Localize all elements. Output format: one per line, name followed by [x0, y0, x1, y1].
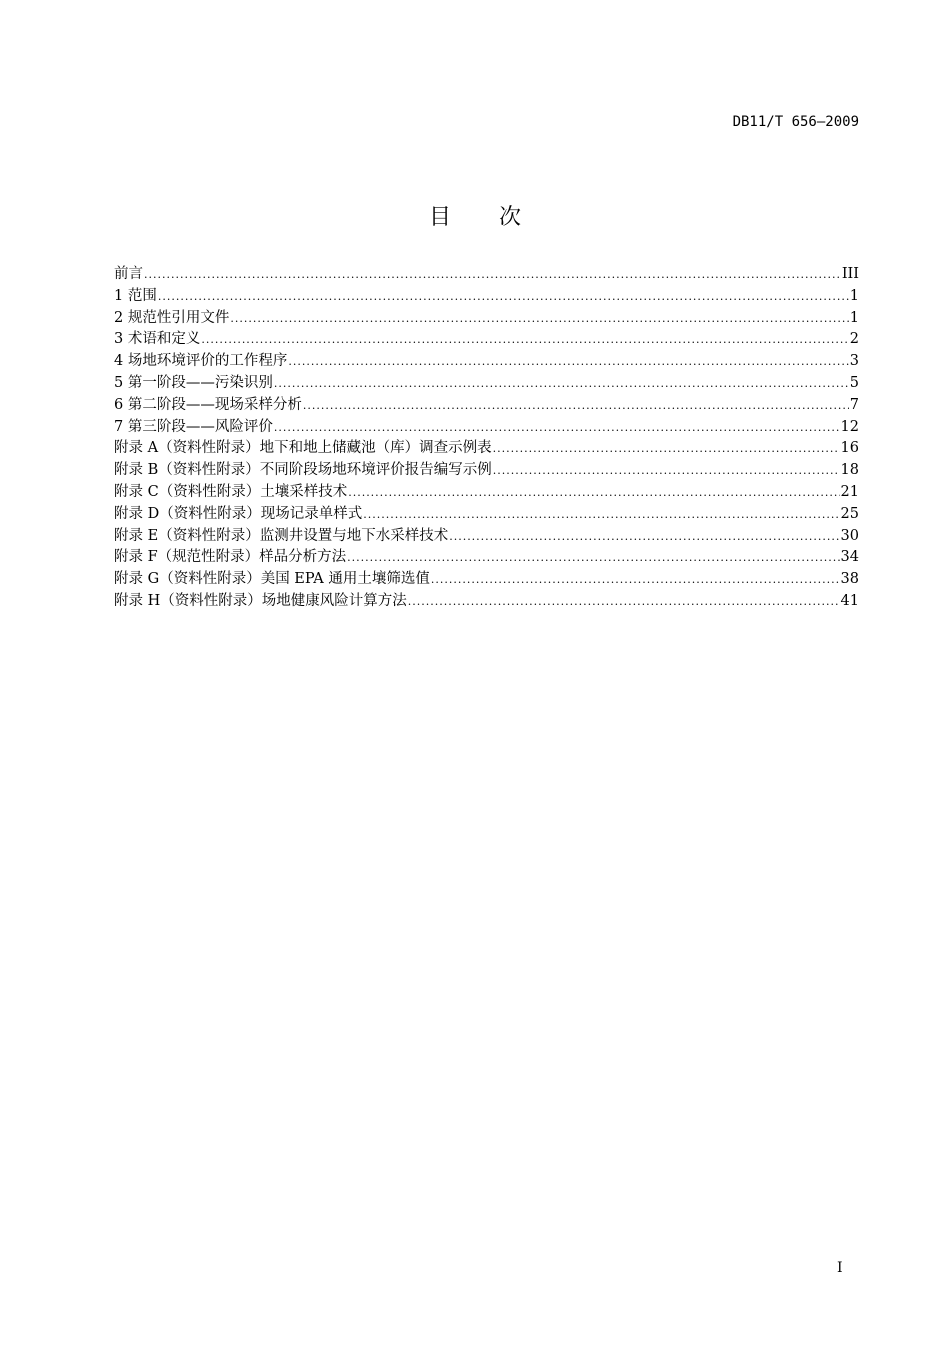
toc-entry[interactable]	[114, 569, 859, 591]
toc-entry-label: 6 第二阶段——现场采样分析	[114, 396, 302, 413]
toc-dot-leader	[408, 591, 840, 613]
toc-dot-leader	[158, 286, 849, 308]
table-of-contents	[114, 264, 859, 613]
toc-entry-label: 附录 A（资料性附录）地下和地上储藏池（库）调查示例表	[114, 440, 492, 457]
toc-entry-label: 前言	[114, 266, 143, 282]
toc-dot-leader	[347, 547, 839, 569]
toc-entry[interactable]	[114, 504, 859, 526]
toc-entry-page: 38	[840, 571, 859, 588]
toc-entry-label: 2 规范性引用文件	[114, 309, 230, 326]
toc-entry-page: 16	[840, 440, 859, 457]
toc-entry-label: 附录 E（资料性附录）监测井设置与地下水采样技术	[114, 527, 449, 544]
toc-entry-page: 30	[840, 527, 859, 544]
toc-entry[interactable]	[114, 547, 859, 569]
toc-entry-label: 附录 F（规范性附录）样品分析方法	[114, 549, 347, 566]
toc-dot-leader	[230, 308, 848, 330]
toc-dot-leader	[274, 373, 849, 395]
toc-entry-page: 7	[849, 396, 859, 413]
toc-entry-label: 3 术语和定义	[114, 331, 201, 348]
toc-entry-page: 34	[840, 549, 859, 566]
toc-dot-leader	[274, 417, 840, 439]
toc-entry-page: 12	[840, 418, 859, 435]
toc-entry-page: 25	[840, 505, 859, 522]
toc-entry[interactable]	[114, 308, 859, 330]
toc-entry-page: 1	[849, 309, 859, 326]
toc-dot-leader	[201, 329, 848, 351]
page-title-char-2: 次	[499, 205, 522, 230]
toc-entry[interactable]	[114, 526, 859, 548]
toc-dot-leader	[493, 460, 840, 482]
toc-dot-leader	[431, 569, 840, 591]
toc-entry[interactable]	[114, 286, 859, 308]
toc-entry[interactable]	[114, 373, 859, 395]
toc-entry-label: 附录 D（资料性附录）现场记录单样式	[114, 505, 363, 522]
toc-entry-label: 1 范围	[114, 287, 157, 304]
toc-entry[interactable]	[114, 460, 859, 482]
toc-entry-page: III	[841, 266, 859, 282]
toc-dot-leader	[449, 526, 839, 548]
page-title	[0, 200, 950, 231]
toc-dot-leader	[288, 351, 848, 373]
toc-entry-page: 3	[849, 353, 859, 370]
toc-dot-leader	[493, 438, 840, 460]
toc-dot-leader	[363, 504, 839, 526]
toc-entry[interactable]	[114, 417, 859, 439]
toc-entry-page: 18	[840, 462, 859, 479]
toc-entry-page: 5	[849, 374, 859, 391]
toc-dot-leader	[348, 482, 839, 504]
toc-entry-label: 附录 B（资料性附录）不同阶段场地环境评价报告编写示例	[114, 462, 492, 479]
page-title-char-1: 目	[428, 205, 451, 230]
toc-entry[interactable]	[114, 351, 859, 373]
toc-entry[interactable]	[114, 482, 859, 504]
toc-entry[interactable]	[114, 329, 859, 351]
toc-entry-page: 41	[840, 592, 859, 609]
page-number: I	[837, 1260, 843, 1276]
toc-entry[interactable]	[114, 591, 859, 613]
toc-entry[interactable]	[114, 438, 859, 460]
toc-entry-page: 21	[840, 483, 859, 500]
toc-dot-leader	[144, 264, 841, 286]
toc-entry-page: 1	[849, 287, 859, 304]
toc-entry-label: 7 第三阶段——风险评价	[114, 418, 273, 435]
toc-entry[interactable]	[114, 395, 859, 417]
toc-entry-label: 4 场地环境评价的工作程序	[114, 353, 288, 370]
toc-entry[interactable]	[114, 264, 859, 286]
toc-entry-label: 附录 G（资料性附录）美国 EPA 通用土壤筛选值	[114, 571, 430, 588]
toc-entry-label: 附录 H（资料性附录）场地健康风险计算方法	[114, 592, 407, 609]
document-code: DB11/T 656—2009	[732, 114, 859, 130]
toc-entry-label: 5 第一阶段——污染识别	[114, 374, 273, 391]
toc-entry-label: 附录 C（资料性附录）土壤采样技术	[114, 483, 348, 500]
toc-dot-leader	[303, 395, 849, 417]
toc-entry-page: 2	[849, 331, 859, 348]
